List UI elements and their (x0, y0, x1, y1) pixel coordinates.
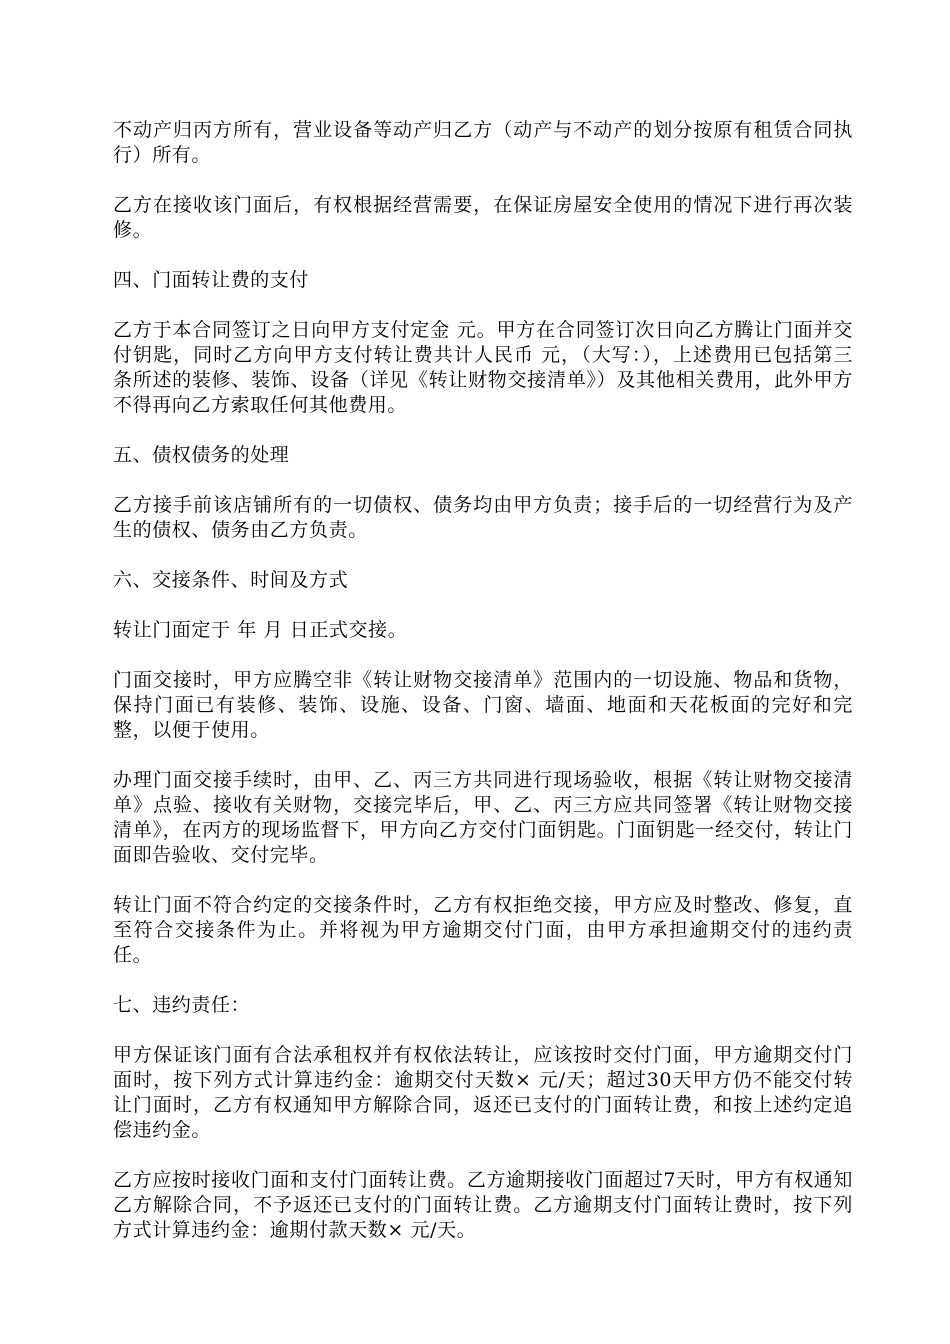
paragraph-handover-nonconformity: 转让门面不符合约定的交接条件时，乙方有权拒绝交接，甲方应及时整改、修复，直至符合交接条件为止。并将视为甲方逾期交付门面，由甲方承担逾期交付的违约责任。 (113, 894, 853, 966)
paragraph-payment-terms: 乙方于本合同签订之日向甲方支付定金 元。甲方在合同签订次日向乙方腾让门面并交付钥匙，同时乙方向甲方支付转让费共计人民币 元，（大写：），上述费用已包括第三条所述的装修、装饰、设备（详见《转让财物交接清单》）及其他相关费用，此外甲方不得再向乙方索取任何其他费用。 (113, 319, 853, 416)
paragraph-property-ownership: 不动产归丙方所有，营业设备等动产归乙方（动产与不动产的划分按原有租赁合同执行）所有。 (113, 119, 853, 166)
paragraph-party-a-liability: 甲方保证该门面有合法承租权并有权依法转让，应该按时交付门面，甲方逾期交付门面时，按下列方式计算违约金：逾期交付天数× 元/天；超过30天甲方仍不能交付转让门面时，乙方有权通知甲方解除合同，返还已支付的门面转让费，和按上述约定追偿违约金。 (113, 1044, 853, 1141)
paragraph-renovation-right: 乙方在接收该门面后，有权根据经营需要，在保证房屋安全使用的情况下进行再次装修。 (113, 194, 853, 241)
paragraph-handover-procedure: 办理门面交接手续时，由甲、乙、丙三方共同进行现场验收，根据《转让财物交接清单》点验、接收有关财物，交接完毕后，甲、乙、丙三方应共同签署《转让财物交接清单》，在丙方的现场监督下，甲方向乙方交付门面钥匙。门面钥匙一经交付，转让门面即告验收、交付完毕。 (113, 769, 853, 866)
paragraph-handover-date: 转让门面定于 年 月 日正式交接。 (113, 619, 408, 641)
section-heading-liability: 七、违约责任： (113, 994, 251, 1016)
paragraph-debts-handling: 乙方接手前该店铺所有的一切债权、债务均由甲方负责；接手后的一切经营行为及产生的债权、债务由乙方负责。 (113, 494, 853, 541)
paragraph-party-b-liability: 乙方应按时接收门面和支付门面转让费。乙方逾期接收门面超过7天时，甲方有权通知乙方解除合同，不予返还已支付的门面转让费。乙方逾期支付门面转让费时，按下列方式计算违约金：逾期付款天数× 元/天。 (113, 1169, 853, 1241)
section-heading-handover: 六、交接条件、时间及方式 (113, 569, 349, 591)
section-heading-debts: 五、债权债务的处理 (113, 444, 290, 466)
paragraph-handover-clearance: 门面交接时，甲方应腾空非《转让财物交接清单》范围内的一切设施、物品和货物，保持门面已有装修、装饰、设施、设备、门窗、墙面、地面和天花板面的完好和完整，以便于使用。 (113, 669, 853, 741)
section-heading-payment: 四、门面转让费的支付 (113, 269, 310, 291)
document-body (113, 118, 853, 1268)
